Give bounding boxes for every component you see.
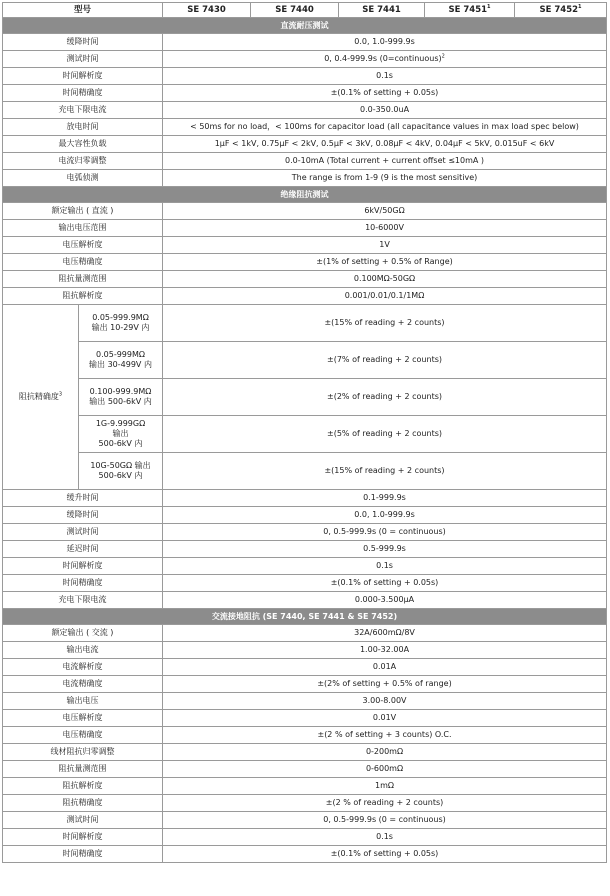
spec-value-text: 1μF < 1kV, 0.75μF < 2kV, 0.5μF < 3kV, 0.08μF < 4kV, 0.04μF < 5kV, 0.015uF < 6kV <box>214 139 555 148</box>
spec-label: 缓升时间 <box>3 490 163 507</box>
spec-value <box>163 778 607 795</box>
spec-value-text: 0.0-10mA (Total current + current offset ≤10mA ) <box>285 156 484 165</box>
spec-value <box>163 524 607 541</box>
spec-row <box>3 541 607 558</box>
spec-label: 测试时间 <box>3 524 163 541</box>
spec-value-text: 0.100MΩ-50GΩ <box>353 274 416 283</box>
section-title: 交流接地阻抗 (SE 7440, SE 7441 & SE 7452) <box>3 609 607 625</box>
accuracy-value: ±(7% of reading + 2 counts) <box>163 342 607 379</box>
footnote-mark: 3 <box>58 391 63 398</box>
spec-label: 阻抗解析度 <box>3 778 163 795</box>
spec-label: 电流归零调整 <box>3 153 163 170</box>
spec-value-text: 0.1s <box>376 561 393 570</box>
spec-value <box>163 288 607 305</box>
spec-value-text: ±(0.1% of setting + 0.05s) <box>330 578 439 587</box>
spec-value <box>163 744 607 761</box>
accuracy-label-text: 阻抗精确度 <box>18 392 59 401</box>
spec-value-text: 0.5-999.9s <box>363 544 406 553</box>
spec-row <box>3 102 607 119</box>
spec-row <box>3 220 607 237</box>
spec-label: 缓降时间 <box>3 34 163 51</box>
spec-value-text: 0.001/0.01/0.1/1MΩ <box>344 291 425 300</box>
header-row <box>3 3 607 18</box>
model-name: SE 7440 <box>275 5 314 15</box>
accuracy-value: ±(2% of reading + 2 counts) <box>163 379 607 416</box>
spec-row <box>3 271 607 288</box>
spec-label: 电弧侦测 <box>3 170 163 187</box>
spec-label: 缓降时间 <box>3 507 163 524</box>
section-header <box>3 609 607 625</box>
spec-row <box>3 575 607 592</box>
spec-value-text: 0.0, 1.0-999.9s <box>354 510 415 519</box>
spec-value <box>163 795 607 812</box>
spec-value-text: ±(1% of setting + 0.5% of Range) <box>316 257 453 266</box>
spec-value <box>163 693 607 710</box>
spec-label: 最大容性负载 <box>3 136 163 153</box>
spec-value <box>163 220 607 237</box>
spec-value <box>163 829 607 846</box>
spec-label: 放电时间 <box>3 119 163 136</box>
spec-row <box>3 846 607 863</box>
spec-value-text: 1.00-32.00A <box>359 645 410 654</box>
spec-row <box>3 524 607 541</box>
model-header-3 <box>339 3 425 18</box>
model-header-4 <box>425 3 515 18</box>
spec-label: 延迟时间 <box>3 541 163 558</box>
accuracy-range: 10G-50GΩ 输出 500-6kV 内 <box>79 453 163 490</box>
accuracy-subrow <box>3 453 607 490</box>
spec-value <box>163 812 607 829</box>
spec-row <box>3 68 607 85</box>
spec-row <box>3 642 607 659</box>
spec-value-text: 6kV/50GΩ <box>364 206 405 215</box>
spec-value <box>163 153 607 170</box>
spec-row <box>3 592 607 609</box>
spec-value-text: The range is from 1-9 (9 is the most sensitive) <box>291 173 478 182</box>
spec-row <box>3 812 607 829</box>
spec-value-text: 0.0-350.0uA <box>359 105 410 114</box>
accuracy-value: ±(15% of reading + 2 counts) <box>163 305 607 342</box>
accuracy-range: 0.05-999MΩ 输出 30-499V 内 <box>79 342 163 379</box>
spec-label: 时间精确度 <box>3 575 163 592</box>
spec-value-text: 3.00-8.00V <box>362 696 407 705</box>
footnote-mark: 1 <box>578 4 582 11</box>
spec-value <box>163 237 607 254</box>
spec-value <box>163 507 607 524</box>
spec-label: 阻抗解析度 <box>3 288 163 305</box>
spec-label: 电流精确度 <box>3 676 163 693</box>
spec-value-text: 1V <box>379 240 390 249</box>
spec-value <box>163 676 607 693</box>
spec-row <box>3 558 607 575</box>
spec-label: 阻抗量测范围 <box>3 761 163 778</box>
spec-value <box>163 102 607 119</box>
spec-row <box>3 761 607 778</box>
spec-value-text: 10-6000V <box>365 223 404 232</box>
model-name: SE 7452 <box>539 5 579 15</box>
spec-row <box>3 153 607 170</box>
accuracy-range: 0.100-999.9MΩ 输出 500-6kV 内 <box>79 379 163 416</box>
spec-label: 时间解析度 <box>3 558 163 575</box>
spec-value-text: 0.1s <box>376 71 393 80</box>
spec-value-text: ±(0.1% of setting + 0.05s) <box>330 88 439 97</box>
spec-value-text: 0-600mΩ <box>365 764 404 773</box>
spec-row <box>3 490 607 507</box>
spec-value-text: 0.0, 1.0-999.9s <box>354 37 415 46</box>
spec-value <box>163 558 607 575</box>
spec-value-text: 1mΩ <box>375 781 395 790</box>
spec-table <box>2 2 607 863</box>
spec-value-text: 0.1-999.9s <box>363 493 406 502</box>
spec-label: 时间解析度 <box>3 68 163 85</box>
model-name: SE 7441 <box>362 5 401 15</box>
spec-value <box>163 592 607 609</box>
spec-value-text: 0.1s <box>376 832 393 841</box>
spec-value-text: ±(2% of setting + 0.5% of range) <box>317 679 452 688</box>
spec-row <box>3 676 607 693</box>
spec-value <box>163 761 607 778</box>
accuracy-label <box>3 305 79 490</box>
spec-value-text: 0, 0.5-999.9s (0 = continuous) <box>323 815 446 824</box>
spec-row <box>3 727 607 744</box>
spec-row <box>3 237 607 254</box>
spec-row <box>3 507 607 524</box>
spec-label: 输出电流 <box>3 642 163 659</box>
spec-row <box>3 203 607 220</box>
spec-label: 电流解析度 <box>3 659 163 676</box>
spec-label: 阻抗精确度 <box>3 795 163 812</box>
spec-row <box>3 795 607 812</box>
spec-row <box>3 693 607 710</box>
spec-row <box>3 254 607 271</box>
accuracy-subrow <box>3 305 607 342</box>
spec-label: 时间解析度 <box>3 829 163 846</box>
spec-value <box>163 271 607 288</box>
spec-label: 测试时间 <box>3 812 163 829</box>
spec-row <box>3 744 607 761</box>
spec-label: 额定输出 ( 直流 ) <box>3 203 163 220</box>
spec-label: 电压精确度 <box>3 727 163 744</box>
spec-value <box>163 490 607 507</box>
model-name: SE 7430 <box>187 5 226 15</box>
spec-row <box>3 710 607 727</box>
accuracy-subrow <box>3 342 607 379</box>
model-name: SE 7451 <box>448 5 488 15</box>
spec-label: 电压解析度 <box>3 237 163 254</box>
spec-label: 输出电压 <box>3 693 163 710</box>
spec-row <box>3 659 607 676</box>
section-header <box>3 18 607 34</box>
spec-row <box>3 119 607 136</box>
spec-row <box>3 170 607 187</box>
spec-row <box>3 85 607 102</box>
accuracy-range: 0.05-999.9MΩ 输出 10-29V 内 <box>79 305 163 342</box>
footnote-mark: 2 <box>441 53 445 60</box>
spec-label: 充电下限电流 <box>3 592 163 609</box>
spec-value <box>163 541 607 558</box>
spec-value-text: 0.000-3.500μA <box>354 595 415 604</box>
spec-value <box>163 136 607 153</box>
spec-value-text: ±(0.1% of setting + 0.05s) <box>330 849 439 858</box>
spec-label: 额定输出 ( 交流 ) <box>3 625 163 642</box>
model-header-1 <box>163 3 251 18</box>
accuracy-value: ±(15% of reading + 2 counts) <box>163 453 607 490</box>
spec-row <box>3 34 607 51</box>
spec-value <box>163 51 607 68</box>
spec-label: 电压精确度 <box>3 254 163 271</box>
spec-label: 电压解析度 <box>3 710 163 727</box>
spec-value <box>163 575 607 592</box>
model-header-5 <box>515 3 607 18</box>
spec-value-text: ±(2 % of setting + 3 counts) O.C. <box>317 730 452 739</box>
spec-value-text: 0, 0.4-999.9s (0=continuous) <box>324 54 442 63</box>
spec-value-text: 32A/600mΩ/8V <box>354 628 415 637</box>
spec-value <box>163 659 607 676</box>
spec-value <box>163 254 607 271</box>
spec-value <box>163 68 607 85</box>
spec-value <box>163 119 607 136</box>
spec-value-text: 0.01V <box>372 713 397 722</box>
spec-value <box>163 846 607 863</box>
spec-label: 测试时间 <box>3 51 163 68</box>
spec-value <box>163 34 607 51</box>
spec-value <box>163 203 607 220</box>
spec-value <box>163 85 607 102</box>
spec-row <box>3 288 607 305</box>
section-header <box>3 187 607 203</box>
spec-label: 时间精确度 <box>3 846 163 863</box>
spec-value <box>163 642 607 659</box>
accuracy-value: ±(5% of reading + 2 counts) <box>163 416 607 453</box>
spec-value <box>163 710 607 727</box>
section-title: 绝缘阻抗测试 <box>3 187 607 203</box>
spec-value-text: 0.01A <box>372 662 397 671</box>
spec-value-text: 0, 0.5-999.9s (0 = continuous) <box>323 527 446 536</box>
section-title: 直流耐压测试 <box>3 18 607 34</box>
accuracy-subrow <box>3 416 607 453</box>
spec-value <box>163 727 607 744</box>
spec-value <box>163 170 607 187</box>
model-label-cell: 型号 <box>3 3 163 18</box>
spec-label: 时间精确度 <box>3 85 163 102</box>
accuracy-range: 1G-9.999GΩ 输出 500-6kV 内 <box>79 416 163 453</box>
spec-label: 阻抗量测范围 <box>3 271 163 288</box>
footnote-mark: 1 <box>487 4 491 11</box>
spec-value <box>163 625 607 642</box>
spec-label: 线材阻抗归零调整 <box>3 744 163 761</box>
spec-row <box>3 829 607 846</box>
spec-row <box>3 625 607 642</box>
spec-label: 充电下限电流 <box>3 102 163 119</box>
accuracy-subrow <box>3 379 607 416</box>
spec-row <box>3 778 607 795</box>
spec-value-text: < 50ms for no load，< 100ms for capacitor load (all capacitance values in max load spec below) <box>190 122 579 131</box>
spec-row <box>3 136 607 153</box>
spec-row <box>3 51 607 68</box>
spec-value-text: 0-200mΩ <box>365 747 404 756</box>
spec-label: 输出电压范围 <box>3 220 163 237</box>
spec-value-text: ±(2 % of reading + 2 counts) <box>325 798 444 807</box>
model-header-2 <box>251 3 339 18</box>
